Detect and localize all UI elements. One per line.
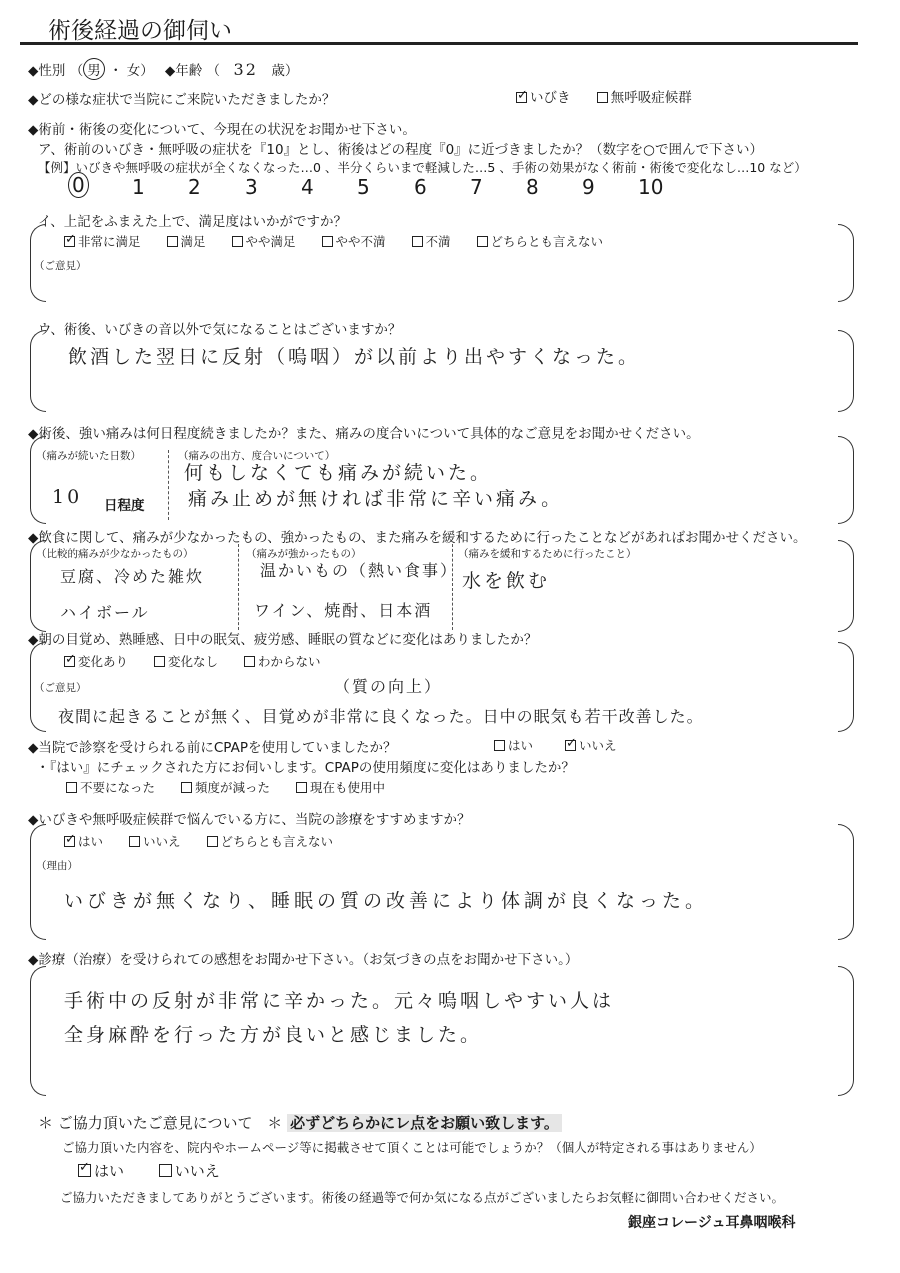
food-strong-label: （痛みが強かったもの） [246,548,362,560]
recommend-question: ◆いびきや無呼吸症候群で悩んでいる方に、当院の診療をすすめますか？ [28,812,471,828]
checkbox-icon[interactable] [322,236,333,247]
recommend-bracket-right [838,824,854,940]
pain-degree-line1[interactable]: 何もしなくても痛みが続いた。 [184,462,493,484]
scale-8[interactable]: 8 [526,175,539,199]
age-label: ◆年齢 [164,63,203,79]
impression-question: ◆診療（治療）を受けられての感想をお聞かせ下さい。（お気づきの点をお聞かせ下さい。） [28,952,579,968]
satisfaction-question: イ、上記をふまえた上で、満足度はいかがですか？ [38,214,348,230]
checkbox-icon[interactable] [207,836,218,847]
scale-9[interactable]: 9 [582,175,595,199]
other-answer[interactable]: 飲酒した翌日に反射（嗚咽）が以前より出やすくなった。 [68,346,641,368]
scale-6[interactable]: 6 [414,175,427,199]
food-strong-line1[interactable]: 温かいもの（熱い食事） [260,561,459,580]
pain-divider [168,450,169,520]
checkbox-icon[interactable] [64,836,75,847]
cpap-options [494,736,639,754]
checkbox-icon[interactable] [412,236,423,247]
other-bracket-right [838,330,854,412]
pain-question: ◆術後、強い痛みは何日程度続きましたか？また、痛みの度合いについて具体的なご意見をお聞かせください。 [28,426,700,442]
food-question: ◆飲食に関して、痛みが少なかったもの、強かったもの、また痛みを緩和するために行ったことなどがあればお聞かせください。 [28,530,807,546]
pain-days-unit: 日程度 [104,498,145,514]
change-heading: ◆術前・術後の変化について、今現在の状況をお聞かせ下さい。 [28,122,416,138]
satisfaction-option-satisfied[interactable]: 満足 [167,232,206,250]
checkbox-icon[interactable] [167,236,178,247]
sleep-options [64,652,343,670]
checkbox-icon[interactable] [477,236,488,247]
satisfaction-option-neither[interactable]: どちらとも言えない [477,232,604,250]
symptom-option-apnea[interactable]: 無呼吸症候群 [597,86,692,106]
impression-bracket-left [30,966,46,1096]
food-less-line2[interactable]: ハイボール [60,603,150,622]
sleep-option-unchanged[interactable]: 変化なし [154,652,218,670]
symptom-options [516,86,714,106]
checkbox-icon[interactable] [244,656,255,667]
scale-7[interactable]: 7 [470,175,483,199]
consent-options [78,1160,242,1181]
recommend-options [64,832,355,850]
food-relief-label: （痛みを緩和するために行ったこと） [458,548,637,560]
symptom-option-snoring[interactable]: ✓ いびき [516,86,571,106]
cpap-followup-options [66,778,407,796]
cpap-question: ◆当院で診察を受けられる前にCPAPを使用していましたか？ [28,740,397,756]
checkbox-icon[interactable] [516,92,527,103]
cpap-option-unneeded[interactable]: 不要になった [66,778,155,796]
satisfaction-option-very-satisfied[interactable]: ✓非常に満足 [64,232,141,250]
consent-option-no[interactable]: いいえ [159,1160,220,1181]
scale-0[interactable]: 0 [68,172,89,198]
consent-heading [38,1112,562,1133]
consent-heading-3: 必ずどちらかにレ点をお願い致します。 [287,1114,562,1132]
impression-answer-line1[interactable]: 手術中の反射が非常に辛かった。元々嗚咽しやすい人は [64,990,615,1012]
checkbox-icon[interactable] [597,92,608,103]
cpap-option-still-using[interactable]: 現在も使用中 [296,778,385,796]
satisfaction-bracket-right [838,224,854,302]
sleep-question: ◆朝の目覚め、熟睡感、日中の眠気、疲労感、睡眠の質などに変化はありましたか？ [28,632,538,648]
pain-bracket-right [838,436,854,524]
consent-heading-2: ＊ [267,1114,283,1132]
food-relief-line1[interactable]: 水を飲む [462,570,551,592]
checkbox-icon[interactable] [565,740,576,751]
satisfaction-options [64,232,625,250]
food-divider-1 [238,544,239,630]
consent-thanks: ご協力いただきましてありがとうございます。術後の経過等で何か気になる点がございましたらお気軽に御問い合わせください。 [60,1190,785,1205]
pain-days-label: （痛みが続いた日数） [36,450,141,462]
checkbox-icon[interactable] [494,740,505,751]
recommend-reason-label: （理由） [36,860,78,872]
satisfaction-option-somewhat-dissatisfied[interactable]: やや不満 [322,232,386,250]
satisfaction-option-somewhat-satisfied[interactable]: やや満足 [232,232,296,250]
clinic-name: 銀座コレージュ耳鼻咽喉科 [628,1215,796,1231]
symptom-question: ◆どの様な症状で当院にご来院いただきましたか？ [28,92,336,108]
scale-4[interactable]: 4 [301,175,314,199]
change-example: 【例】いびきや無呼吸の症状が全くなくなった…0 、半分くらいまで軽減した…5 、手術の効果がなく術前・術後で変化なし…10 など） [38,160,807,175]
checkbox-icon[interactable] [78,1164,91,1177]
scale-10[interactable]: 10 [638,175,664,199]
sleep-option-unknown[interactable]: わからない [244,652,321,670]
satisfaction-opinion-label: （ご意見） [34,260,87,272]
recommend-option-no[interactable]: いいえ [129,832,181,850]
food-less-label: （比較的痛みが少なかったもの） [36,548,194,560]
food-strong-line2[interactable]: ワイン、焼酎、日本酒 [254,601,433,620]
sleep-opinion-label: （ご意見） [34,682,87,694]
checkbox-icon[interactable] [159,1164,172,1177]
change-question-a: ア、術前のいびき・無呼吸の症状を『10』とし、術後はどの程度『0』に近づきましたか？（数字を○で囲んで下さい） [38,142,763,158]
satisfaction-option-dissatisfied[interactable]: 不満 [412,232,451,250]
food-divider-2 [452,544,453,630]
recommend-option-neither[interactable]: どちらとも言えない [207,832,334,850]
checkbox-icon[interactable] [232,236,243,247]
other-bracket-left [30,330,46,412]
food-bracket-right [838,540,854,632]
pain-degree-line2[interactable]: 痛み止めが無ければ非常に辛い痛み。 [188,488,564,510]
cpap-option-no[interactable]: ✓ いいえ [565,736,617,754]
impression-bracket-right [838,966,854,1096]
sex-male[interactable]: 男 [83,58,105,80]
food-less-line1[interactable]: 豆腐、冷めた雑炊 [60,567,205,586]
cpap-followup: ・『はい』にチェックされた方にお伺いします。CPAPの使用頻度に変化はありましたか？ [36,760,575,776]
sleep-option-changed[interactable]: ✓変化あり [64,652,128,670]
cpap-option-yes[interactable]: はい [494,736,533,754]
recommend-bracket-left [30,824,46,940]
recommend-answer[interactable]: いびきが無くなり、睡眠の質の改善により体調が良くなった。 [64,890,709,912]
profile-row: ◆性別 （ 男 ・ 女） ◆年齢 （ 32 歳） [28,60,299,79]
other-question: ウ、術後、いびきの音以外で気になることはございますか？ [38,322,402,338]
pain-days-value[interactable]: 10 [52,486,83,508]
scale-2[interactable]: 2 [188,175,201,199]
sleep-answer[interactable]: 夜間に起きることが無く、目覚めが非常に良くなった。日中の眠気も若干改善した。 [58,707,704,726]
impression-answer-line2[interactable]: 全身麻酔を行った方が良いと感じました。 [64,1024,483,1046]
checkbox-icon[interactable] [154,656,165,667]
checkbox-icon[interactable] [181,782,192,793]
checkbox-icon[interactable] [64,656,75,667]
checkbox-icon[interactable] [296,782,307,793]
sex-female[interactable]: 女 [126,63,141,79]
age-unit: 歳 [271,63,285,79]
checkbox-icon[interactable] [129,836,140,847]
age-value[interactable]: 32 [233,60,258,79]
consent-question: ご協力頂いた内容を、院内やホームページ等に掲載させて頂くことは可能でしょうか？（個人が特定される事はありません） [62,1140,762,1155]
sleep-bracket-right [838,642,854,732]
cpap-option-reduced[interactable]: 頻度が減った [181,778,270,796]
scale-3[interactable]: 3 [245,175,258,199]
scale-1[interactable]: 1 [132,175,145,199]
pain-degree-label: （痛みの出方、度合いについて） [178,450,336,462]
page-title: 術後経過の御伺い [48,18,232,44]
checkbox-icon[interactable] [66,782,77,793]
title-underline [20,42,858,45]
checkbox-icon[interactable] [64,236,75,247]
recommend-option-yes[interactable]: ✓はい [64,832,103,850]
sleep-note[interactable]: （質の向上） [334,677,443,696]
sex-label: ◆性別 [28,63,66,79]
consent-heading-1: ＊ ご協力頂いたご意見について [38,1114,253,1132]
scale-5[interactable]: 5 [357,175,370,199]
consent-option-yes[interactable]: ✓はい [78,1160,124,1181]
